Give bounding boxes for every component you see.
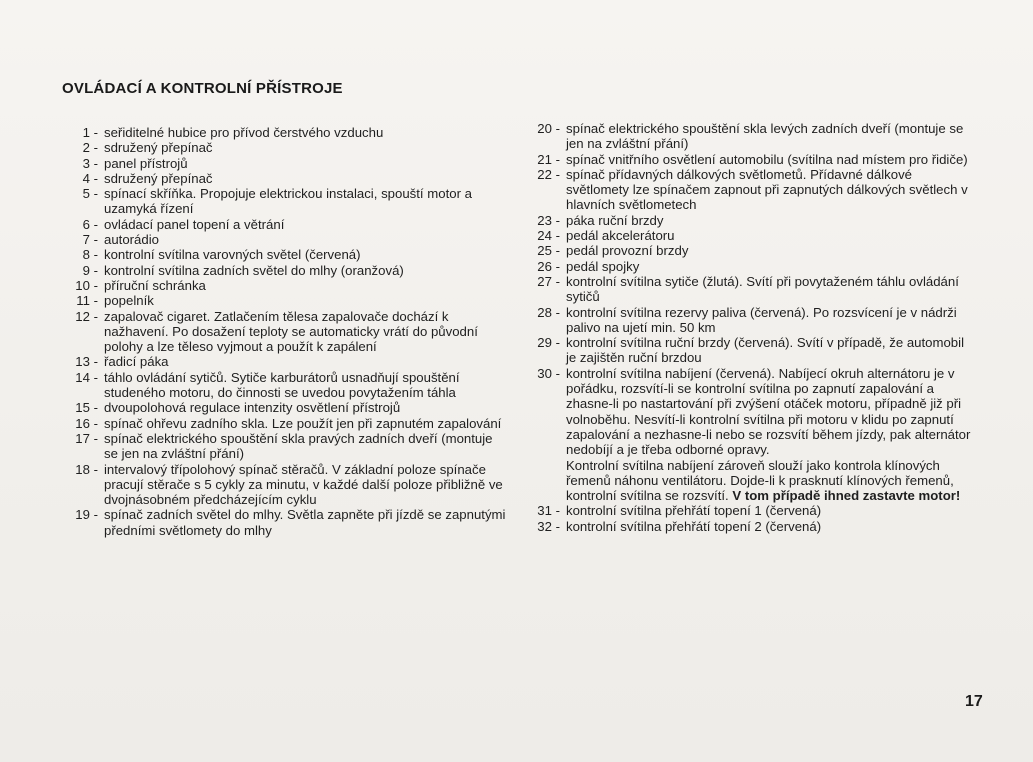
list-item — [532, 243, 977, 258]
item-text: spínač přídavných dálkových světlometů. Přídavné dálkové světlomety lze spínačem zapnout při zapnutých dálkových světlech v hlavních světlometech — [566, 166, 968, 213]
item-text: příruční schránka — [104, 277, 206, 293]
item-text: řadicí páka — [104, 354, 169, 370]
list-item — [70, 370, 510, 401]
item-number: 11 - — [76, 293, 98, 309]
item-text: pedál akcelerátoru — [566, 228, 675, 244]
item-text: spínač ohřevu zadního skla. Lze použít jen při zapnutém zapalování — [104, 415, 502, 431]
item-number: 4 - — [82, 170, 98, 186]
item-text: sdružený přepínač — [104, 170, 213, 186]
item-number: 24 - — [537, 228, 560, 244]
item-number: 15 - — [75, 400, 98, 416]
item-number: 7 - — [82, 232, 98, 248]
item-text: pedál provozní brzdy — [566, 243, 689, 259]
list-item — [70, 431, 510, 462]
list-item — [70, 263, 510, 278]
item-text: spínač elektrického spouštění skla levých zadních dveří (montuje se jen na zvláštní přání) — [566, 121, 964, 152]
item-text: ovládací panel topení a větrání — [104, 216, 285, 232]
item-text: kontrolní svítilna zadních světel do mlhy (oranžová) — [104, 262, 404, 278]
right-column — [532, 121, 977, 534]
list-item — [70, 507, 510, 538]
charging-note-text: Kontrolní svítilna nabíjení zároveň slouží jako kontrola klínových řemenů náhonu ventilátoru. Dojde-li k prasknutí klínových řemenů, kontrolní svítilna se rozsvítí. — [566, 457, 954, 504]
item-number: 19 - — [75, 507, 98, 523]
item-number: 31 - — [537, 503, 560, 519]
item-number: 30 - — [537, 365, 560, 381]
list-item — [532, 259, 977, 274]
item-text: kontrolní svítilna ruční brzdy (červená). Svítí v případě, že automobil je zajištěn ruční brzdou — [566, 335, 965, 366]
list-item — [532, 503, 977, 518]
item-number: 8 - — [82, 247, 98, 263]
item-text: panel přístrojů — [104, 155, 188, 171]
list-item — [70, 186, 510, 217]
list-item — [532, 152, 977, 167]
item-number: 29 - — [537, 335, 560, 351]
list-item — [70, 293, 510, 308]
item-text: spínač vnitřního osvětlení automobilu (svítilna nad místem pro řidiče) — [566, 151, 968, 167]
item-number: 20 - — [537, 121, 560, 136]
item-number: 3 - — [82, 155, 98, 171]
list-item — [70, 171, 510, 186]
list-item — [532, 366, 977, 458]
item-text: kontrolní svítilna rezervy paliva (červená). Po rozsvícení je v nádrži palivo na ujetí min. 50 km — [566, 304, 957, 335]
item-number: 9 - — [82, 262, 98, 278]
item-text: zapalovač cigaret. Zatlačením tělesa zapalovače dochází k nažhavení. Po dosažení teploty se automaticky vrátí do původní polohy a lze těleso vyjmout a použít k zapálení — [104, 308, 478, 355]
item-number: 18 - — [75, 461, 98, 477]
item-text: seřiditelné hubice pro přívod čerstvého vzduchu — [104, 125, 384, 140]
item-number: 25 - — [537, 243, 560, 259]
list-item — [532, 213, 977, 228]
list-item — [70, 125, 510, 140]
item-number: 22 - — [537, 166, 560, 182]
charging-note — [532, 458, 977, 504]
item-number: 5 - — [82, 186, 98, 202]
item-number: 1 - — [82, 125, 98, 140]
item-number: 32 - — [537, 518, 560, 534]
item-number: 16 - — [75, 415, 98, 431]
list-item — [70, 278, 510, 293]
item-number: 17 - — [75, 430, 98, 446]
item-number: 23 - — [537, 212, 560, 228]
item-text: kontrolní svítilna přehřátí topení 1 (červená) — [566, 503, 822, 519]
item-text: autorádio — [104, 232, 159, 248]
item-text: intervalový třípolohový spínač stěračů. V základní poloze spínače pracují stěrače s 5 cykly za minutu, v každé další poloze přibližně ve dvojnásobném předcházejícím cyklu — [104, 461, 503, 508]
item-number: 28 - — [537, 304, 560, 320]
list-item — [532, 519, 977, 534]
page-title: OVLÁDACÍ A KONTROLNÍ PŘÍSTROJE — [62, 80, 343, 97]
item-text: popelník — [104, 293, 154, 309]
list-item — [70, 400, 510, 415]
left-column — [70, 125, 510, 538]
item-text: kontrolní svítilna nabíjení (červená). Nabíjecí okruh alternátoru je v pořádku, rozsvítí-li se kontrolní svítilna po zapnutí zapalování a zhasne-li po nastartování při zvýšení otáček motoru, případně již při volnoběhu. Nesvítí-li kontrolní svítilna při motoru v klidu po zapnutí zapalování a nezhasne-li nebo se rozsvítí během jízdy, pak alternátor nedobíjí a je třeba odborné opravy. — [566, 365, 971, 458]
list-item — [532, 274, 977, 305]
item-text: pedál spojky — [566, 258, 640, 274]
list-item — [532, 305, 977, 336]
list-item — [532, 121, 977, 152]
list-item — [70, 217, 510, 232]
list-item — [532, 228, 977, 243]
list-item — [70, 416, 510, 431]
list-item — [532, 335, 977, 366]
list-item — [70, 354, 510, 369]
list-item — [70, 309, 510, 355]
item-text: táhlo ovládání sytičů. Sytiče karburátorů usnadňují spouštění studeného motoru, do činnosti se uvedou povytažením táhla — [104, 369, 460, 401]
item-text: kontrolní svítilna přehřátí topení 2 (červená) — [566, 518, 822, 534]
item-number: 12 - — [75, 308, 98, 324]
list-item — [70, 232, 510, 247]
item-number: 27 - — [537, 273, 560, 289]
item-number: 2 - — [82, 140, 98, 156]
item-number: 10 - — [75, 277, 98, 293]
item-number: 13 - — [75, 354, 98, 370]
item-number: 6 - — [82, 216, 98, 232]
item-text: spínací skříňka. Propojuje elektrickou instalaci, spouští motor a uzamyká řízení — [104, 186, 472, 217]
item-text: spínač elektrického spouštění skla pravých zadních dveří (montuje se jen na zvláštní přání) — [104, 430, 493, 462]
item-number: 21 - — [537, 151, 560, 167]
item-number: 14 - — [75, 369, 98, 385]
item-text: dvoupolohová regulace intenzity osvětlení přístrojů — [104, 400, 401, 416]
charging-note-emphasis: V tom případě ihned zastavte motor! — [732, 488, 961, 504]
list-item — [70, 247, 510, 262]
item-text: sdružený přepínač — [104, 140, 213, 156]
item-text: kontrolní svítilna sytiče (žlutá). Svítí při povytaženém táhlu ovládání sytičů — [566, 273, 959, 305]
item-text: páka ruční brzdy — [566, 212, 664, 228]
list-item — [70, 140, 510, 155]
list-item — [532, 167, 977, 213]
list-item — [70, 156, 510, 171]
item-text: spínač zadních světel do mlhy. Světla zapněte při jízdě se zapnutými předními světlomety do mlhy — [104, 507, 506, 538]
page-number: 17 — [965, 693, 983, 710]
list-item — [70, 462, 510, 508]
item-text: kontrolní svítilna varovných světel (červená) — [104, 247, 361, 263]
item-number: 26 - — [537, 258, 560, 274]
